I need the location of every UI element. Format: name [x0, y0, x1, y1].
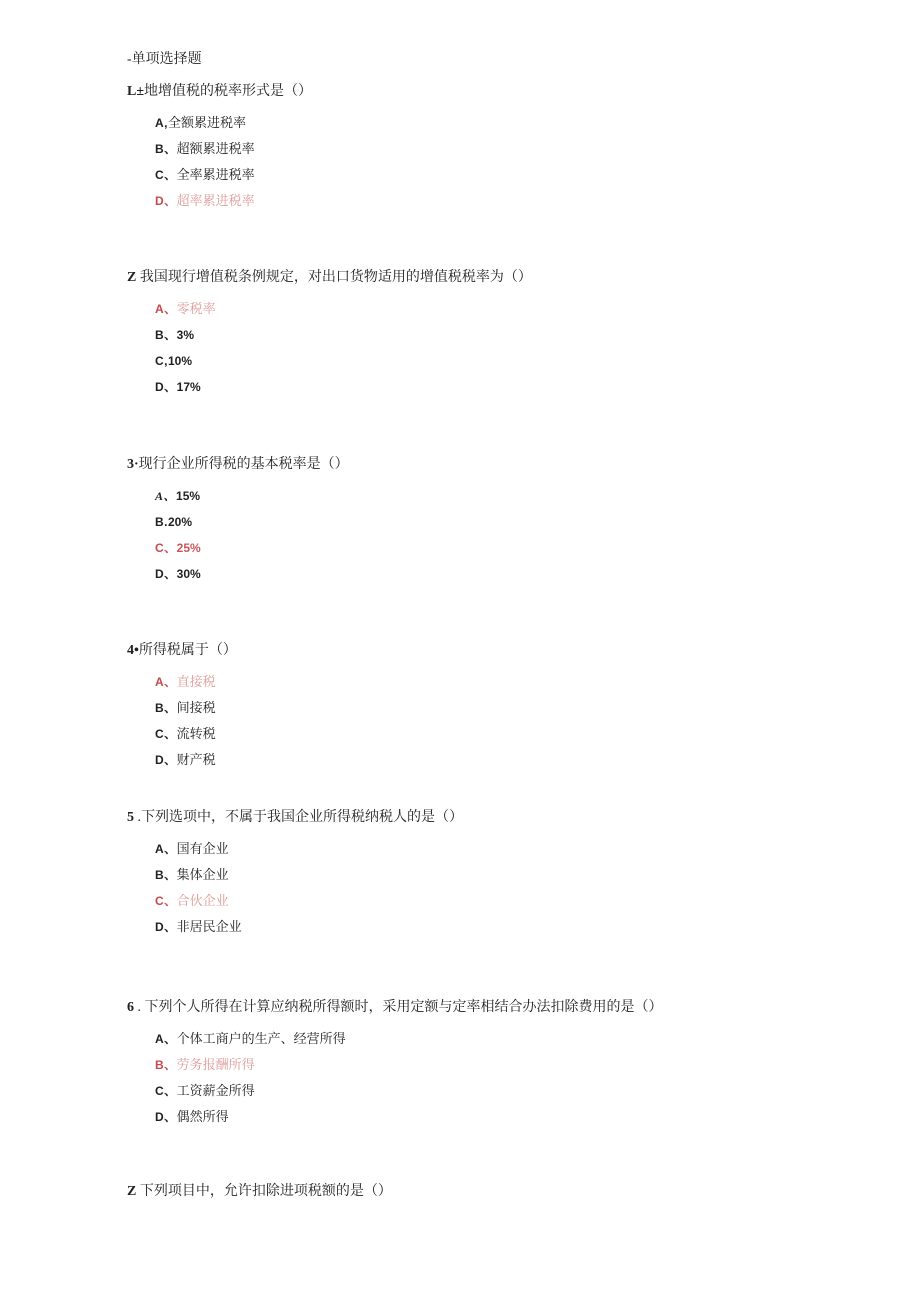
option-text: 3% [176, 328, 195, 342]
option-d [155, 914, 880, 940]
option-a [155, 110, 880, 136]
options-list [127, 836, 880, 940]
option-d [155, 561, 880, 587]
option-letter: B、 [155, 142, 177, 156]
option-c-highlighted [155, 535, 880, 561]
option-text: 10% [168, 354, 193, 368]
option-b [155, 136, 880, 162]
question-stem [127, 1182, 880, 1202]
option-b [155, 862, 880, 888]
option-letter: D、 [155, 920, 177, 934]
question-stem [127, 455, 880, 475]
option-a [155, 836, 880, 862]
option-text: 20% [168, 515, 193, 529]
question-text: 地增值税的税率形式是（） [144, 84, 313, 99]
option-letter: D、 [155, 1110, 177, 1124]
question-number: 3· [127, 457, 139, 472]
option-text: 个体工商户的生产、经营所得 [176, 1031, 346, 1046]
question-text: 现行企业所得税的基本税率是（） [138, 457, 349, 472]
question-1 [127, 82, 880, 214]
option-d [155, 374, 880, 400]
question-text: .下列选项中，不属于我国企业所得税纳税人的是（） [134, 810, 463, 825]
option-letter: A、 [155, 1032, 177, 1046]
option-text: 零税率 [176, 301, 216, 316]
option-letter: C, [155, 354, 168, 368]
option-c [155, 162, 880, 188]
question-text: 下列项目中，允许扣除进项税额的是（） [136, 1184, 392, 1199]
options-list [127, 1026, 880, 1130]
question-6 [127, 998, 880, 1130]
option-letter: D、 [155, 380, 177, 394]
option-a-highlighted [155, 296, 880, 322]
question-stem [127, 268, 880, 288]
option-letter: B. [155, 515, 168, 529]
option-c [155, 721, 880, 747]
question-stem [127, 82, 880, 102]
option-letter: D、 [155, 567, 177, 581]
option-b [155, 695, 880, 721]
option-text: 劳务报酬所得 [176, 1057, 255, 1072]
option-text: 17% [176, 380, 201, 394]
option-letter: B、 [155, 868, 177, 882]
option-text: 直接税 [176, 674, 216, 689]
option-text: 15% [176, 489, 201, 503]
option-d-highlighted [155, 188, 880, 214]
option-a [155, 1026, 880, 1052]
option-a [155, 483, 880, 509]
option-letter: A、 [155, 489, 177, 503]
option-letter: A、 [155, 842, 177, 856]
question-4 [127, 641, 880, 773]
question-number: L± [127, 84, 145, 99]
option-letter: C、 [155, 1084, 177, 1098]
option-text: 非居民企业 [176, 919, 242, 934]
option-text: 25% [176, 541, 201, 555]
option-text: 国有企业 [176, 841, 229, 856]
option-b-highlighted [155, 1052, 880, 1078]
option-letter: B、 [155, 328, 177, 342]
option-letter: B、 [155, 1058, 177, 1072]
option-text: 集体企业 [176, 867, 229, 882]
option-letter: C、 [155, 727, 177, 741]
option-text: 财产税 [176, 752, 216, 767]
question-stem [127, 641, 880, 661]
question-number: Z [127, 1184, 137, 1199]
option-letter: B、 [155, 701, 177, 715]
option-letter: C、 [155, 168, 177, 182]
option-letter: A、 [155, 675, 177, 689]
option-text: 间接税 [176, 700, 216, 715]
options-list [127, 110, 880, 214]
option-text: 工资薪金所得 [176, 1083, 255, 1098]
options-list [127, 483, 880, 587]
option-letter: A、 [155, 302, 177, 316]
option-text: 偶然所得 [176, 1109, 229, 1124]
option-b [155, 509, 880, 535]
question-stem [127, 998, 880, 1018]
option-d [155, 1104, 880, 1130]
option-c [155, 348, 880, 374]
question-7 [127, 1182, 880, 1202]
question-stem [127, 808, 880, 828]
question-text: 我国现行增值税条例规定，对出口货物适用的增值税税率为（） [136, 270, 532, 285]
option-a-highlighted [155, 669, 880, 695]
question-2 [127, 268, 880, 400]
option-letter: A, [155, 116, 168, 130]
option-text: 30% [176, 567, 201, 581]
question-text: . 下列个人所得在计算应纳税所得额时，采用定额与定率相结合办法扣除费用的是（） [134, 1000, 663, 1015]
question-number: 5 [127, 810, 134, 825]
section-title: -单项选择题 [127, 52, 202, 67]
question-text: 所得税属于（） [138, 643, 237, 658]
option-text: 超额累进税率 [176, 141, 255, 156]
option-letter: C、 [155, 541, 177, 555]
option-letter: D、 [155, 194, 177, 208]
option-letter: D、 [155, 753, 177, 767]
options-list [127, 296, 880, 400]
option-letter: C、 [155, 894, 177, 908]
option-b [155, 322, 880, 348]
question-5 [127, 808, 880, 940]
options-list [127, 669, 880, 773]
option-text: 超率累进税率 [176, 193, 255, 208]
option-c-highlighted [155, 888, 880, 914]
option-c [155, 1078, 880, 1104]
option-text: 全率累进税率 [176, 167, 255, 182]
option-text: 全额累进税率 [168, 115, 247, 130]
question-number: 6 [127, 1000, 134, 1015]
option-text: 合伙企业 [176, 893, 229, 908]
option-d [155, 747, 880, 773]
question-number: Z [127, 270, 137, 285]
option-text: 流转税 [176, 726, 216, 741]
question-3 [127, 455, 880, 587]
question-number: 4• [127, 643, 139, 658]
